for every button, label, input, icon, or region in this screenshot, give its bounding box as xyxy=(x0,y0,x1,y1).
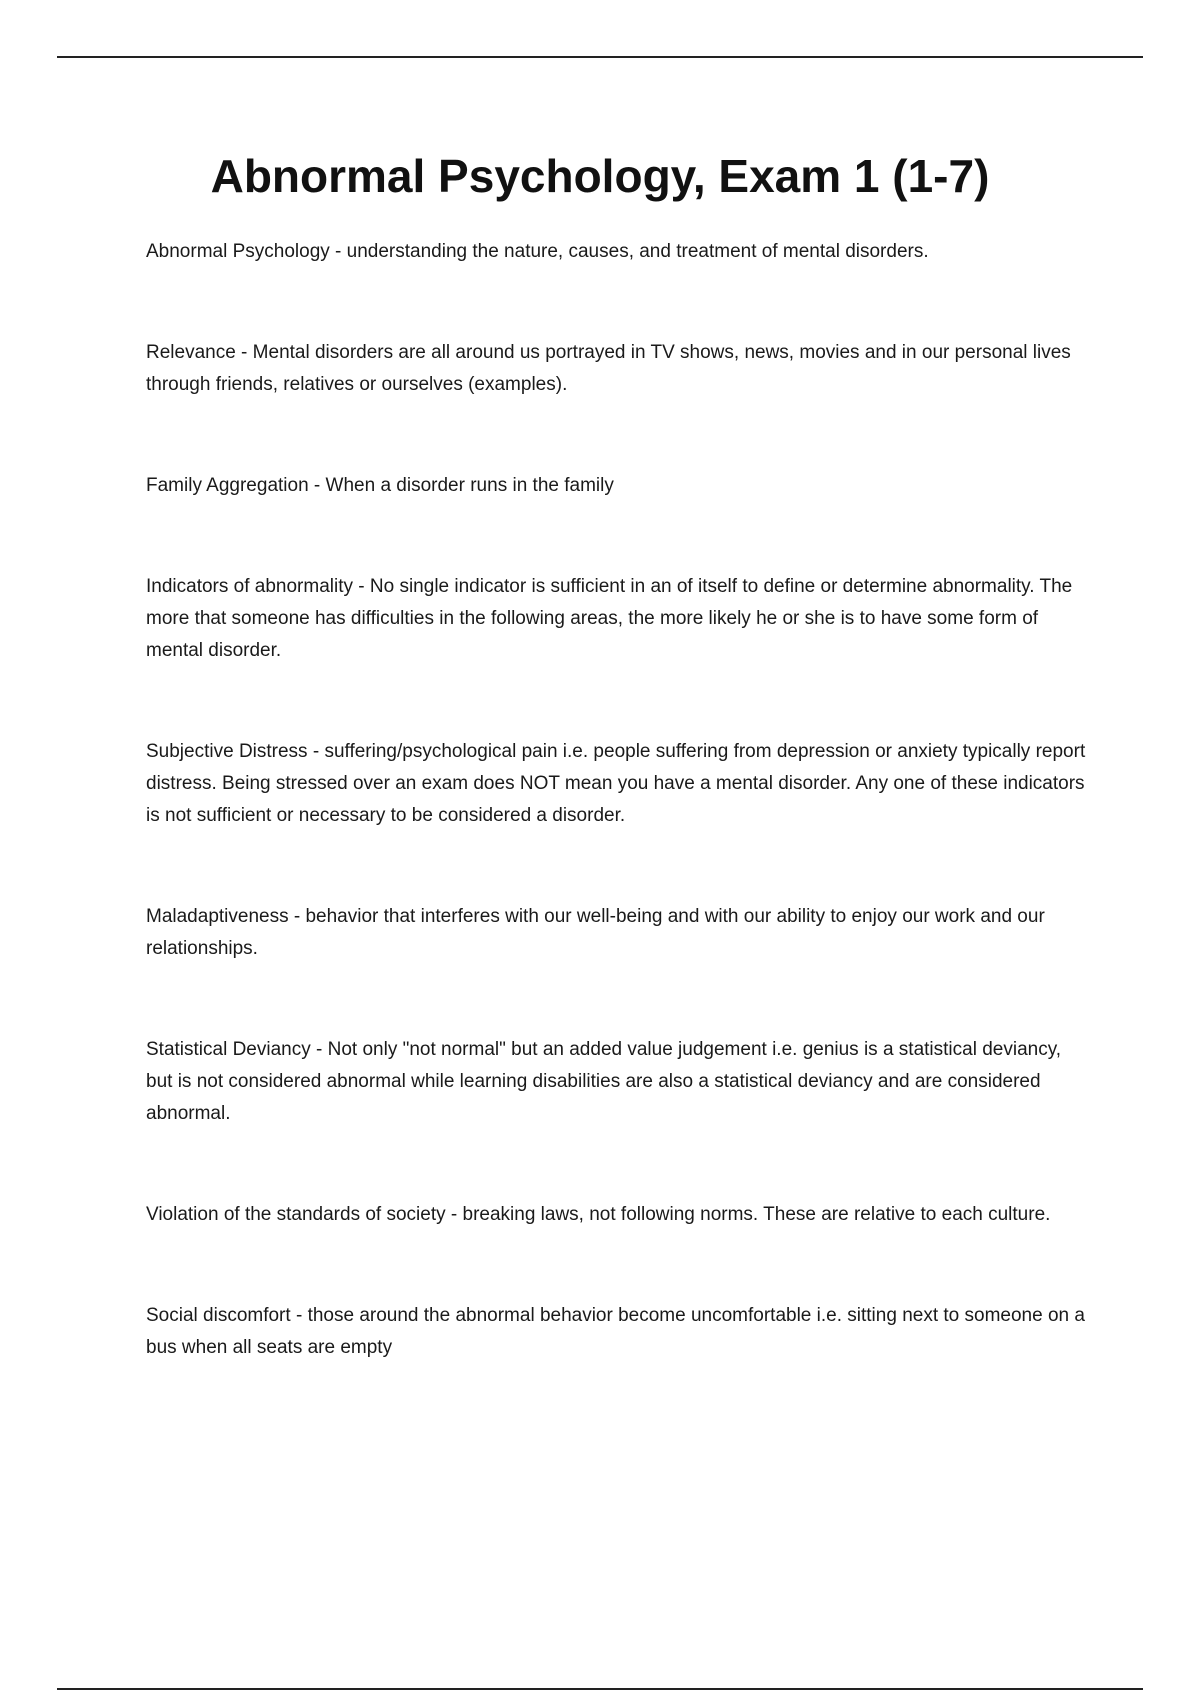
entry-separator: - xyxy=(235,342,253,363)
entry-definition: Mental disorders are all around us portrayed in TV shows, news, movies and in our personal lives through friends, relatives or ourselves (examples). xyxy=(146,342,1071,395)
entry-indicators-of-abnormality xyxy=(146,571,1092,667)
page-title: Abnormal Psychology, Exam 1 (1-7) xyxy=(210,150,990,202)
entry-subjective-distress xyxy=(146,736,1092,832)
entry-term: Abnormal Psychology xyxy=(146,241,330,262)
entry-separator: - xyxy=(288,906,306,927)
entry-term: Family Aggregation xyxy=(146,475,309,496)
entry-definition: breaking laws, not following norms. These are relative to each culture. xyxy=(462,1204,1051,1225)
entry-definition: those around the abnormal behavior become uncomfortable i.e. sitting next to someone on a bus when all seats are empty xyxy=(146,1305,1085,1358)
entry-social-discomfort xyxy=(146,1300,1092,1364)
entry-separator: - xyxy=(307,741,325,762)
entry-term: Indicators of abnormality xyxy=(146,576,353,597)
entry-term: Statistical Deviancy xyxy=(146,1039,311,1060)
entry-separator: - xyxy=(308,475,326,496)
entry-term: Subjective Distress xyxy=(146,741,308,762)
entry-family-aggregation xyxy=(146,470,1092,502)
entry-term: Maladaptiveness xyxy=(146,906,289,927)
entry-term: Violation of the standards of society xyxy=(146,1204,446,1225)
entry-definition: understanding the nature, causes, and treatment of mental disorders. xyxy=(346,241,929,262)
entry-violation-of-standards xyxy=(146,1199,1092,1231)
entry-separator: - xyxy=(290,1305,308,1326)
entry-term: Relevance xyxy=(146,342,236,363)
entry-maladaptiveness xyxy=(146,901,1092,965)
entry-relevance xyxy=(146,337,1092,401)
entry-term: Social discomfort xyxy=(146,1305,291,1326)
entry-separator: - xyxy=(445,1204,463,1225)
entry-separator: - xyxy=(353,576,370,597)
entry-definition: suffering/psychological pain i.e. people suffering from depression or anxiety typically report distress. Being stressed over an exam does NOT mean you have a mental disorder. Any one of these indicators is not sufficient or necessary to be considered a disorder. xyxy=(146,741,1086,826)
entry-list xyxy=(146,236,1092,1433)
entry-definition: Not only "not normal" but an added value judgement i.e. genius is a statistical deviancy, but is not considered abnormal while learning disabilities are also a statistical deviancy and are considered abnormal. xyxy=(146,1039,1062,1124)
entry-definition: When a disorder runs in the family xyxy=(325,475,614,496)
bottom-rule xyxy=(57,1688,1143,1690)
top-rule xyxy=(57,56,1143,58)
entry-definition: behavior that interferes with our well-being and with our ability to enjoy our work and our relationships. xyxy=(146,906,1045,959)
entry-separator: - xyxy=(329,241,347,262)
entry-definition: No single indicator is sufficient in an of itself to define or determine abnormality. The more that someone has difficulties in the following areas, the more likely he or she is to have some form of mental disorder. xyxy=(146,576,1073,661)
entry-statistical-deviancy xyxy=(146,1034,1092,1130)
entry-separator: - xyxy=(310,1039,328,1060)
entry-abnormal-psychology xyxy=(146,236,1092,268)
